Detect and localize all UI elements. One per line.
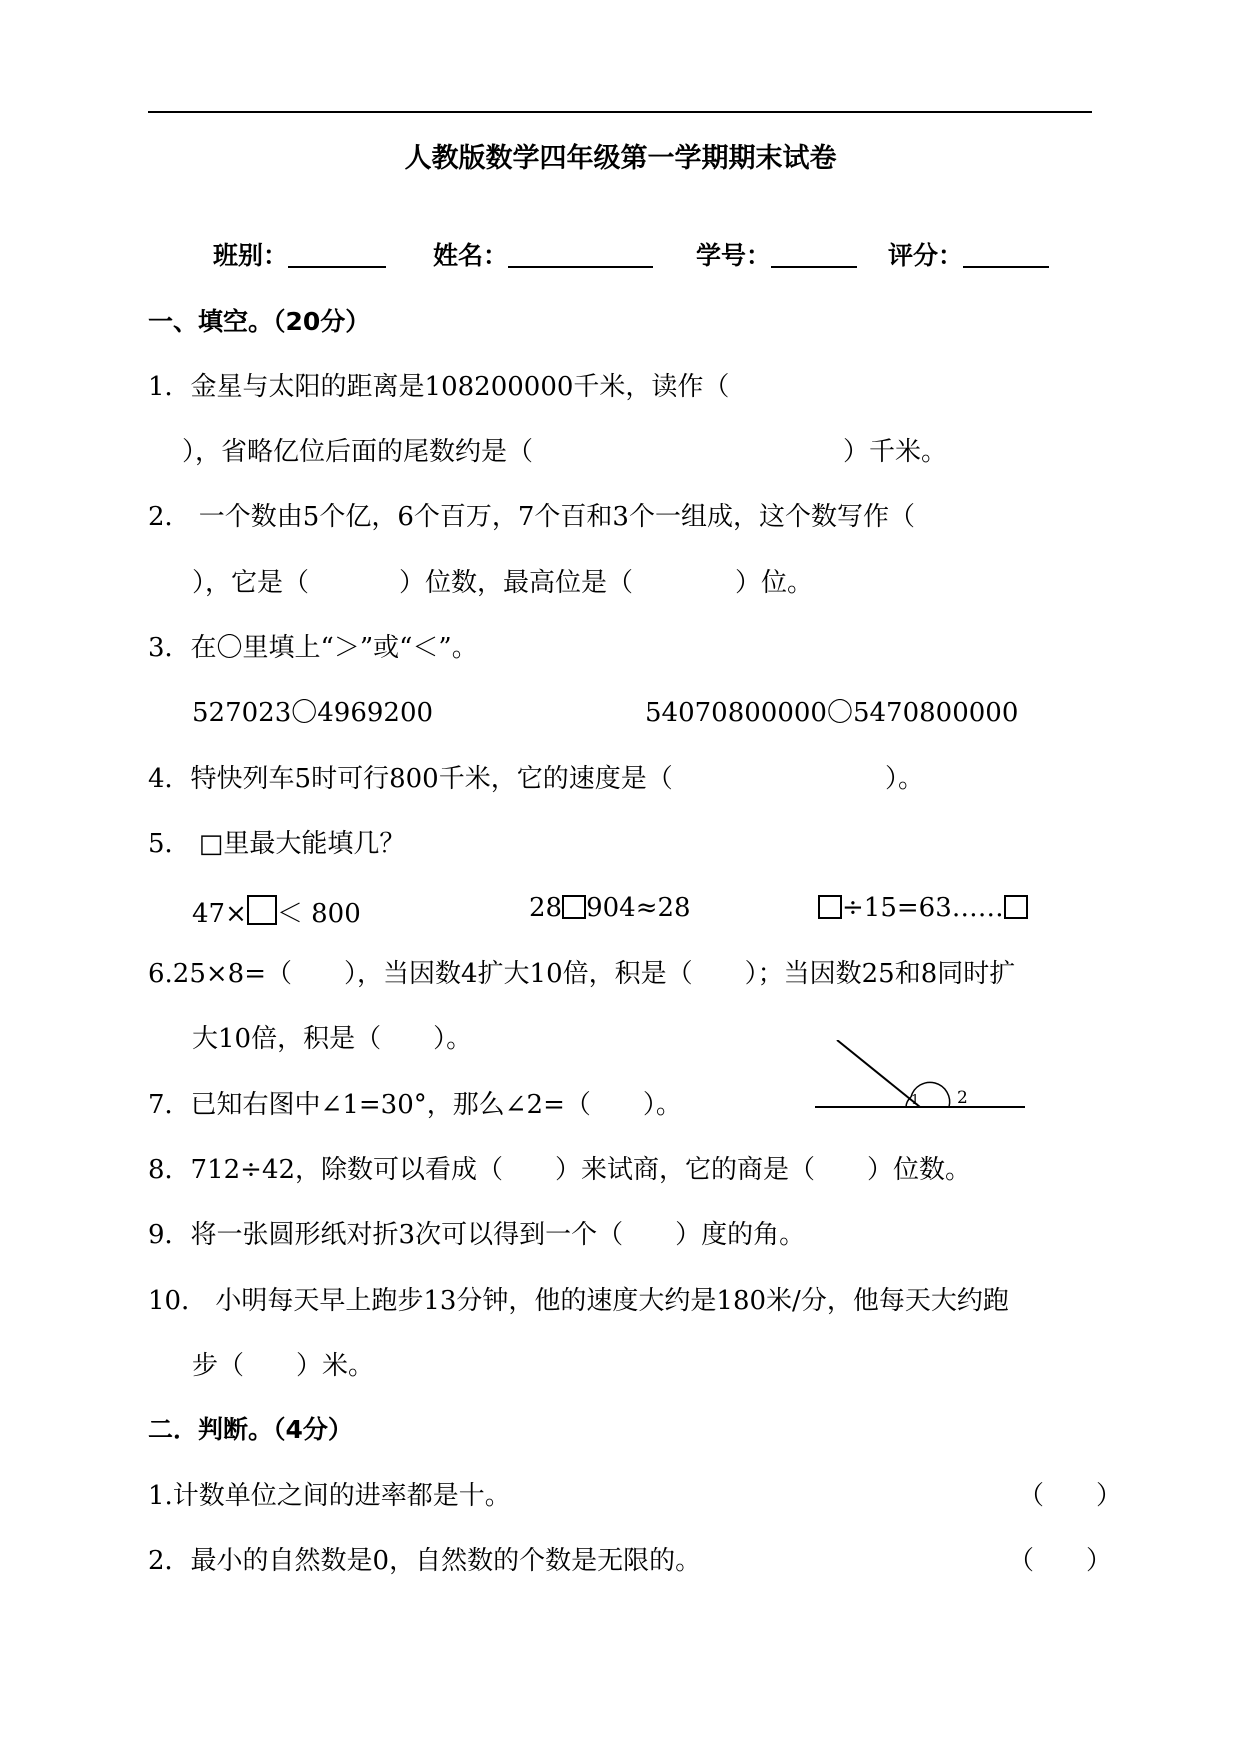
q5-a-part1: 47× bbox=[192, 899, 247, 929]
id-blank[interactable] bbox=[771, 242, 857, 268]
q9-line: 9．将一张圆形纸对折3次可以得到一个（ ）度的角。 bbox=[148, 1220, 806, 1250]
q8-line: 8．712÷42，除数可以看成（ ）来试商，它的商是（ ）位数。 bbox=[148, 1155, 972, 1185]
q1-line2b: ）千米。 bbox=[843, 437, 948, 467]
q3-line1: 3．在〇里填上“＞”或“＜”。 bbox=[148, 633, 478, 663]
q5-c-box1[interactable] bbox=[818, 895, 842, 919]
q5-line1: 5． □里最大能填几？ bbox=[148, 829, 406, 859]
info-name bbox=[433, 236, 653, 272]
q5-b-box[interactable] bbox=[562, 895, 586, 919]
angle-figure bbox=[815, 1040, 1030, 1116]
judge-item-2-text: 2．最小的自然数是0，自然数的个数是无限的。 bbox=[148, 1546, 702, 1576]
angle1-label: 1 bbox=[911, 1093, 920, 1108]
q5-b-part1: 28 bbox=[529, 893, 563, 923]
q6-line1: 6.25×8=（ ），当因数4扩大10倍，积是（ ）；当因数25和8同时扩 bbox=[148, 959, 1016, 989]
page-title: 人教版数学四年级第一学期期末试卷 bbox=[404, 143, 837, 174]
q5-expr-a bbox=[192, 893, 361, 930]
q5-c-part1: ÷15=63…… bbox=[842, 893, 1004, 923]
q3-compare-a: 527023〇4969200 bbox=[192, 698, 434, 728]
score-blank[interactable] bbox=[963, 242, 1049, 268]
q2-line2c: ）位。 bbox=[735, 568, 814, 598]
q5-b-part2: 904≈28 bbox=[586, 893, 691, 923]
score-label: 评分： bbox=[888, 241, 964, 270]
q7-line: 7．已知右图中∠1=30°，那么∠2=（ ）。 bbox=[148, 1090, 682, 1120]
q2-line2b: ）位数，最高位是（ bbox=[399, 568, 634, 598]
q5-expr-b bbox=[529, 893, 691, 923]
q4-line-a: 4．特快列车5时可行800千米，它的速度是（ bbox=[148, 764, 673, 794]
id-label: 学号： bbox=[696, 241, 772, 270]
info-class bbox=[213, 236, 386, 272]
q1-line2a: ），省略亿位后面的尾数约是（ bbox=[182, 437, 534, 467]
info-score bbox=[888, 236, 1049, 272]
class-blank[interactable] bbox=[288, 242, 386, 268]
q10-line1: 10． 小明每天早上跑步13分钟，他的速度大约是180米/分，他每天大约跑 bbox=[148, 1286, 1009, 1316]
angle2-label: 2 bbox=[957, 1088, 968, 1108]
q2-line2a: ），它是（ bbox=[192, 568, 310, 598]
name-label: 姓名： bbox=[433, 241, 509, 270]
judge-item-2-answer[interactable]: （ ） bbox=[1008, 1546, 1113, 1576]
q10-line2: 步（ ）米。 bbox=[192, 1351, 375, 1381]
q3-compare-b: 54070800000〇5470800000 bbox=[645, 698, 1019, 728]
angle-ray bbox=[837, 1040, 920, 1107]
q5-c-box2[interactable] bbox=[1004, 895, 1028, 919]
q1-line1: 1．金星与太阳的距离是108200000千米，读作（ bbox=[148, 372, 730, 402]
q5-expr-c bbox=[818, 893, 1028, 923]
header-rule bbox=[148, 111, 1092, 113]
name-blank[interactable] bbox=[508, 242, 653, 268]
section2-heading: 二．判断。（4分） bbox=[148, 1415, 353, 1444]
judge-item-1-answer[interactable]: （ ） bbox=[1018, 1481, 1123, 1511]
section1-heading: 一、填空。（20分） bbox=[148, 307, 371, 336]
q2-line1: 2． 一个数由5个亿，6个百万，7个百和3个一组成，这个数写作（ bbox=[148, 502, 915, 532]
class-label: 班别： bbox=[213, 241, 289, 270]
judge-item-1-text: 1.计数单位之间的进率都是十。 bbox=[148, 1481, 511, 1511]
q5-a-box[interactable] bbox=[247, 895, 277, 925]
q4-line-b: ）。 bbox=[885, 764, 925, 794]
info-id bbox=[696, 236, 857, 272]
q6-line2: 大10倍，积是（ ）。 bbox=[192, 1024, 473, 1054]
q5-a-part2: ＜ 800 bbox=[276, 899, 361, 929]
